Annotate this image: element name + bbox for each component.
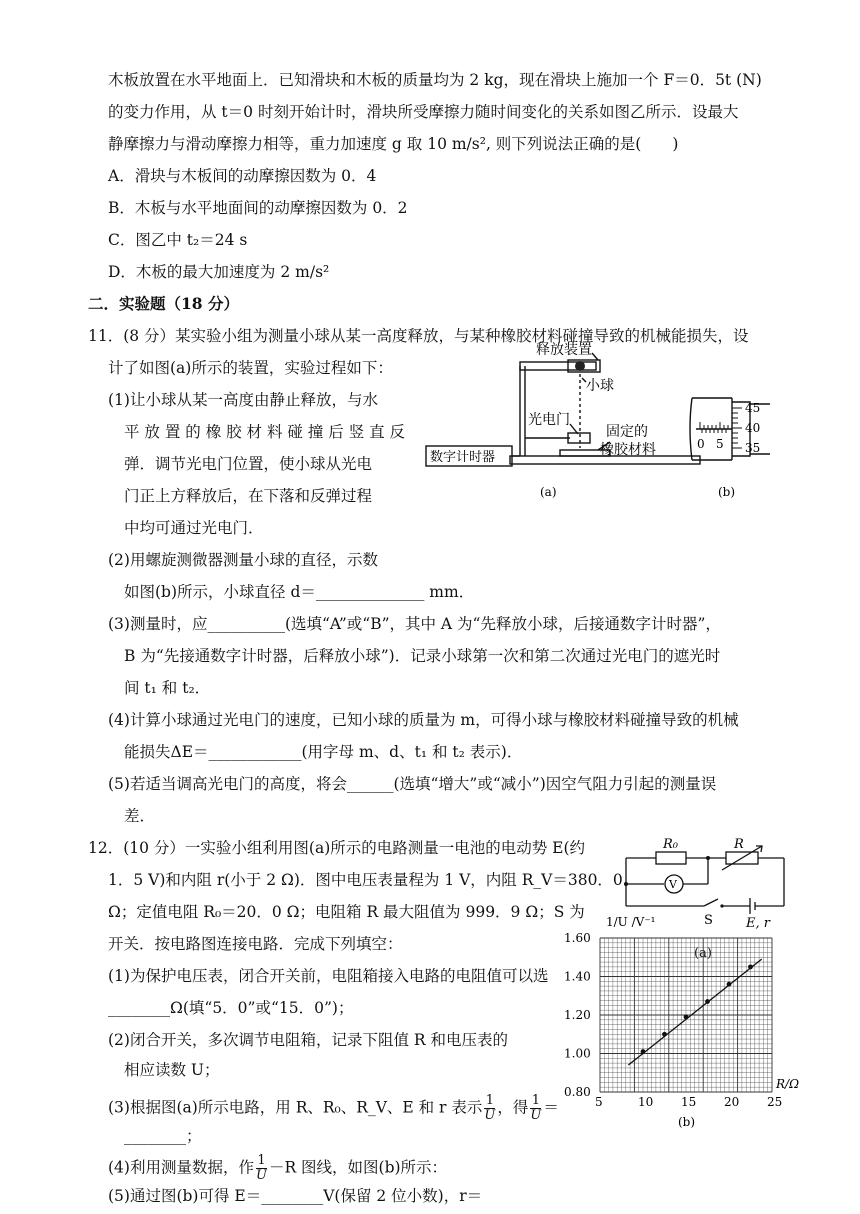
q10-line-1: 木板放置在水平地面上．已知滑块和木板的质量均为 2 kg，现在滑块上施加一个 F＝0．5t (N)	[108, 71, 762, 89]
micrometer-35: 35	[745, 441, 761, 455]
voltmeter-label: V	[669, 878, 677, 891]
data-point	[662, 1032, 667, 1037]
fit-line	[628, 959, 761, 1065]
q11-step1-line-d: 门正上方释放后，在下落和反弹过程	[124, 487, 373, 505]
caption-a: (a)	[540, 485, 557, 499]
y-tick-label: 1.60	[564, 931, 591, 945]
q12-step4-line: (4)利用测量数据，作 $\frac{1}{U}$ －R 图线，如图(b)所示：	[108, 1153, 448, 1183]
q11-line-1: 11．(8 分）某实验小组为测量小球从某一高度释放，与某种橡胶材料碰撞导致的机械能损失，设	[88, 327, 749, 345]
label-r0: R₀	[663, 838, 678, 852]
q12-line-4: 开关．按电路图连接电路．完成下列填空：	[108, 935, 403, 953]
q12-step1-line-b: ________Ω(填“5．0”或“15．0”)；	[108, 999, 354, 1017]
q12-step3-line-a: (3)根据图(a)所示电路，用 R、R₀、R_V、E 和 r 表示 $\frac{1}{U}$ ，得 $\frac{1}{U}$ ＝	[108, 1093, 559, 1123]
micrometer-5: 5	[716, 437, 724, 451]
fraction-1-over-u-2: $\frac{1}{U}$	[530, 1093, 542, 1123]
micrometer-45: 45	[745, 401, 761, 415]
fraction-1-over-u: $\frac{1}{U}$	[484, 1093, 496, 1123]
q10-option-d: D．木板的最大加速度为 2 m/s²	[108, 263, 330, 281]
fraction-1-over-u-3: $\frac{1}{U}$	[255, 1153, 267, 1183]
data-point	[748, 964, 753, 969]
label-switch: S	[704, 913, 713, 928]
section-heading: 二．实验题（18 分）	[88, 294, 239, 313]
q12-step2-line-a: (2)闭合开关，多次调节电阻箱，记录下阻值 R 和电压表的	[108, 1031, 508, 1049]
data-point	[684, 1015, 689, 1020]
y-axis-label: 1/U /V⁻¹	[606, 915, 656, 929]
q11-step1-line-e: 中均可通过光电门．	[124, 519, 264, 537]
q12-step3-line-b: ________；	[124, 1127, 202, 1145]
q12-step1-line-a: (1)为保护电压表，闭合开关前，电阻箱接入电路的电阻值可以选	[108, 967, 549, 985]
data-point	[727, 982, 732, 987]
q11-step2-line-a: (2)用螺旋测微器测量小球的直径，示数	[108, 551, 378, 569]
x-tick-label: 10	[638, 1095, 654, 1109]
x-tick-label: 25	[767, 1095, 783, 1109]
q11-step1-line-b: 平 放 置 的 橡 胶 材 料 碰 撞 后 竖 直 反	[124, 423, 406, 441]
q11-step5-line-b: 差．	[124, 807, 156, 825]
q11-line-2: 计了如图(a)所示的装置，实验过程如下：	[108, 359, 393, 377]
q11-step4-line-b: 能损失ΔE＝____________(用字母 m、d、t₁ 和 t₂ 表示)．	[124, 743, 523, 761]
y-tick-label: 1.00	[564, 1046, 591, 1061]
data-point	[705, 999, 710, 1004]
x-tick-label: 5	[595, 1095, 603, 1109]
q10-option-c: C．图乙中 t₂＝24 s	[108, 231, 248, 249]
y-tick-label: 0.80	[564, 1085, 591, 1099]
caption-b: (b)	[718, 485, 736, 499]
graph-caption: (b)	[678, 1115, 696, 1129]
q12-step5-line: (5)通过图(b)可得 E＝________V(保留 2 位小数)，r＝	[108, 1187, 483, 1205]
label-r: R	[734, 838, 744, 852]
q11-step1-line-c: 弹．调节光电门位置，使小球从光电	[124, 455, 373, 473]
q12-step2-line-b: 相应读数 U；	[124, 1061, 220, 1079]
inverse-u-vs-r-graph	[560, 912, 810, 1136]
q12-line-2: 1．5 V)和内阻 r(小于 2 Ω)．图中电压表量程为 1 V，内阻 R_V＝380．0	[108, 871, 623, 889]
q10-line-3: 静摩擦力与滑动摩擦力相等，重力加速度 g 取 10 m/s², 则下列说法正确的是( )	[108, 135, 679, 153]
label-digital-timer: 数字计时器	[430, 450, 496, 465]
q11-step1-line-a: (1)让小球从某一高度由静止释放，与水	[108, 391, 378, 409]
x-tick-label: 15	[681, 1095, 697, 1109]
q11-step4-line-a: (4)计算小球通过光电门的速度，已知小球的质量为 m，可得小球与橡胶材料碰撞导致的机械	[108, 711, 739, 729]
apparatus-figure	[420, 338, 780, 510]
label-battery: E, r	[746, 916, 770, 931]
x-axis-label: R/Ω	[776, 1077, 800, 1091]
q11-step3-line-a: (3)测量时，应__________(选填“A”或“B”，其中 A 为“先释放小球，后接通数字计时器”，	[108, 615, 721, 633]
q11-step2-line-b: 如图(b)所示，小球直径 d＝______________ mm．	[124, 583, 475, 601]
micrometer-0: 0	[697, 437, 705, 451]
q11-step3-line-b: B 为“先接通数字计时器，后释放小球”)．记录小球第一次和第二次通过光电门的遮光时	[124, 647, 721, 665]
y-tick-label: 1.40	[564, 969, 591, 984]
circuit-caption: (a)	[694, 946, 712, 961]
q10-line-2: 的变力作用，从 t＝0 时刻开始计时，滑块所受摩擦力随时间变化的关系如图乙所示．设最大	[108, 103, 739, 121]
label-photogate: 光电门	[528, 412, 570, 428]
q11-step5-line-a: (5)若适当调高光电门的高度，将会______(选填“增大”或“减小”)因空气阻力引起的测量误	[108, 775, 717, 793]
label-rubber: 橡胶材料	[600, 442, 656, 458]
data-point	[641, 1049, 646, 1054]
q10-option-b: B．木板与水平地面间的动摩擦因数为 0．2	[108, 199, 408, 217]
q12-line-3: Ω；定值电阻 R₀＝20．0 Ω；电阻箱 R 最大阻值为 999．9 Ω；S 为	[108, 903, 585, 921]
label-fixed: 固定的	[606, 424, 648, 440]
q11-step3-line-c: 间 t₁ 和 t₂．	[124, 679, 211, 697]
label-release-device: 释放装置	[536, 342, 592, 358]
q12-line-1: 12．(10 分）一实验小组利用图(a)所示的电路测量一电池的电动势 E(约	[88, 839, 586, 857]
y-tick-label: 1.20	[564, 1008, 591, 1022]
micrometer-40: 40	[745, 421, 761, 435]
q10-option-a: A．滑块与木板间的动摩擦因数为 0．4	[108, 167, 377, 185]
x-tick-label: 20	[724, 1095, 740, 1109]
label-ball: 小球	[586, 378, 614, 394]
